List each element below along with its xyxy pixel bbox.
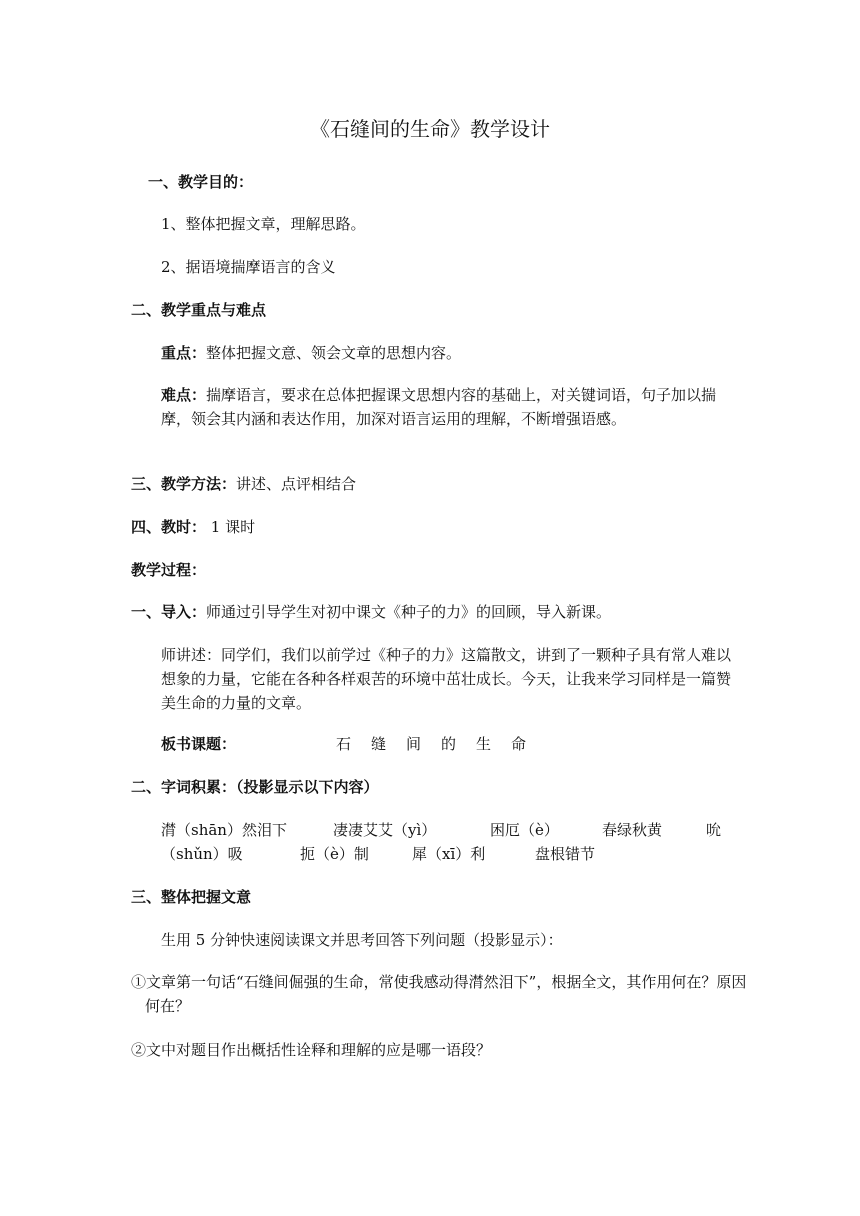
method-heading: 三、教学方法： [131, 475, 237, 493]
vocab-item: （shǔn）吸 [161, 845, 243, 863]
focus-label: 重点： [161, 344, 207, 362]
question-2: ②文中对题目作出概括性诠释和理解的应是哪一语段？ [131, 1041, 492, 1059]
difficulty-paragraph [161, 383, 733, 431]
period-text: 1 课时 [206, 518, 256, 536]
period-heading: 四、教时： [131, 518, 207, 536]
intro-heading: 一、导入： [131, 603, 207, 621]
overview-instruction: 生用 5 分钟快速阅读课文并思考回答下列问题（投影显示）： [161, 931, 563, 949]
focus-text: 整体把握文意、领会文章的思想内容。 [206, 344, 462, 362]
objective-item-2: 2、据语境揣摩语言的含义 [161, 258, 336, 276]
difficulty-label: 难点： [161, 386, 207, 404]
vocab-item: 吮 [706, 821, 722, 839]
vocab-item: 春绿秋黄 [602, 821, 663, 839]
vocab-item: 潸（shān）然泪下 [161, 821, 287, 839]
teacher-talk: 师讲述：同学们，我们以前学过《种子的力》这篇散文，讲到了一颗种子具有常人难以想象的力量，它能在各种各样艰苦的环境中茁壮成长。今天，让我来学习同样是一篇赞美生命的力量的文章。 [161, 646, 732, 712]
question-1: ①文章第一句话“石缝间倔强的生命，常使我感动得潸然泪下”，根据全文，其作用何在？原因何在？ [131, 973, 747, 1015]
method-text: 讲述、点评相结合 [236, 475, 357, 493]
overview-heading: 三、整体把握文意 [131, 888, 252, 906]
vocab-heading: 二、字词积累：（投影显示以下内容） [131, 778, 379, 796]
intro-text: 师通过引导学生对初中课文《种子的力》的回顾，导入新课。 [206, 603, 612, 621]
objectives-heading: 一、教学目的： [148, 173, 254, 191]
focus-paragraph [161, 342, 461, 364]
method-line [131, 473, 356, 495]
key-points-heading: 二、教学重点与难点 [131, 301, 267, 319]
vocab-item: 扼（è）制 [300, 845, 369, 863]
vocab-item: 困厄（è） [490, 821, 559, 839]
intro-line [131, 601, 611, 623]
objective-item-1: 1、整体把握文章，理解思路。 [161, 215, 366, 233]
document-title: 《石缝间的生命》教学设计 [310, 117, 550, 141]
vocab-item: 犀（xī）利 [412, 845, 486, 863]
board-title: 石缝间的生命 [336, 735, 547, 753]
board-label: 板书课题： [161, 735, 237, 753]
vocab-item: 盘根错节 [535, 845, 596, 863]
period-line [131, 516, 255, 538]
process-heading: 教学过程： [131, 561, 207, 579]
difficulty-text: 揣摩语言，要求在总体把握课文思想内容的基础上，对关键词语，句子加以揣摩，领会其内涵和表达作用，加深对语言运用的理解，不断增强语感。 [161, 386, 717, 428]
vocab-item: 凄凄艾艾（yì） [333, 821, 437, 839]
